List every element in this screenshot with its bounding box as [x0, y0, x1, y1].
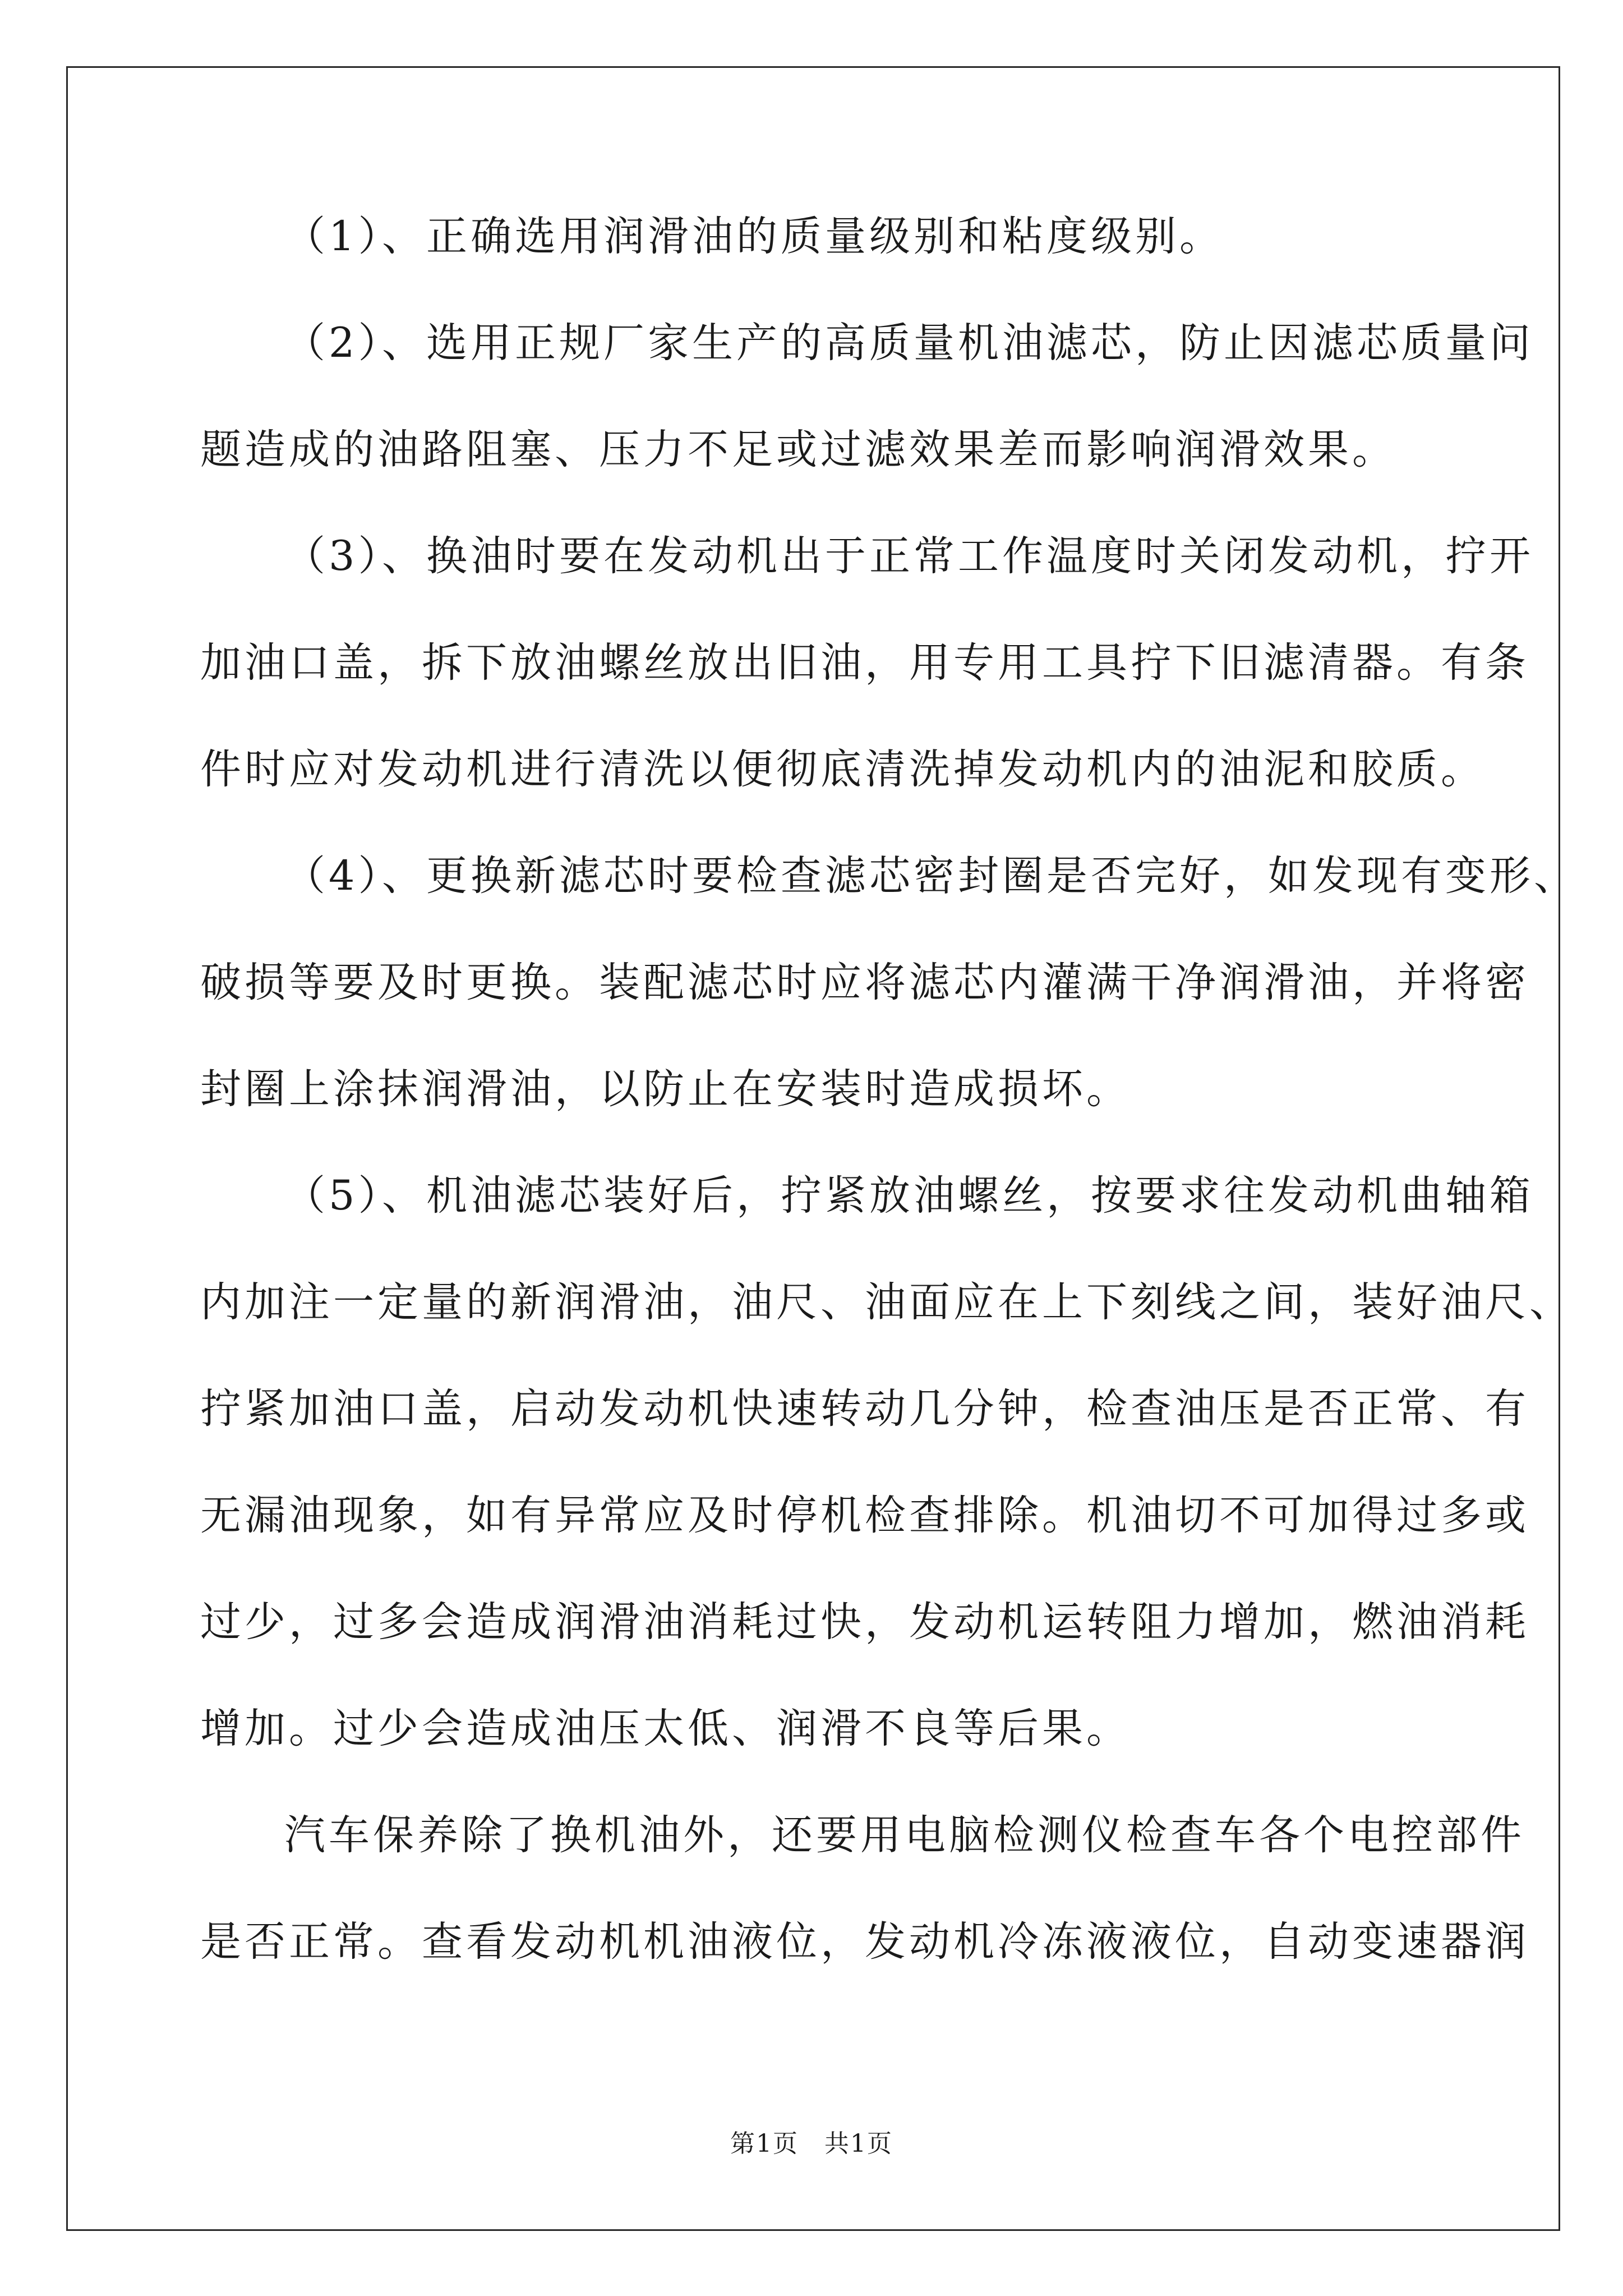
paragraph-6-line-2: 是否正常。查看发动机机油液位，发动机冷冻液液位，自动变速器润	[200, 1918, 1529, 1966]
paragraph-3-line-3: 件时应对发动机进行清洗以便彻底清洗掉发动机内的油泥和胶质。	[200, 746, 1485, 793]
paragraph-5-line-5: 过少，过多会造成润滑油消耗过快，发动机运转阻力增加，燃油消耗	[200, 1598, 1529, 1646]
paragraph-4-line-3: 封圈上涂抹润滑油，以防止在安装时造成损坏。	[200, 1065, 1131, 1113]
paragraph-5-line-3: 拧紧加油口盖，启动发动机快速转动几分钟，检查油压是否正常、有	[200, 1385, 1529, 1433]
paragraph-3-line-2: 加油口盖，拆下放油螺丝放出旧油，用专用工具拧下旧滤清器。有条	[200, 639, 1529, 687]
paragraph-4-line-2: 破损等要及时更换。装配滤芯时应将滤芯内灌满干净润滑油，并将密	[200, 959, 1529, 1006]
paragraph-2-line-1: （2）、选用正规厂家生产的高质量机油滤芯，防止因滤芯质量问	[284, 319, 1534, 367]
paragraph-5-line-6: 增加。过少会造成油压太低、润滑不良等后果。	[200, 1705, 1131, 1752]
paragraph-5-line-1: （5）、机油滤芯装好后，拧紧放油螺丝，按要求往发动机曲轴箱	[284, 1172, 1534, 1220]
paragraph-3-line-1: （3）、换油时要在发动机出于正常工作温度时关闭发动机，拧开	[284, 532, 1534, 580]
paragraph-4-line-1: （4）、更换新滤芯时要检查滤芯密封圈是否完好，如发现有变形、	[284, 852, 1578, 900]
paragraph-6-line-1: 汽车保养除了换机油外，还要用电脑检测仪检查车各个电控部件	[284, 1811, 1525, 1859]
paragraph-2-line-2: 题造成的油路阻塞、压力不足或过滤效果差而影响润滑效果。	[200, 426, 1396, 473]
paragraph-5-line-2: 内加注一定量的新润滑油，油尺、油面应在上下刻线之间，装好油尺、	[200, 1278, 1574, 1326]
page-border	[66, 66, 1560, 2231]
paragraph-5-line-4: 无漏油现象，如有异常应及时停机检查排除。机油切不可加得过多或	[200, 1492, 1529, 1539]
page-number-footer: 第1页 共1页	[730, 2129, 893, 2158]
paragraph-1-line-1: （1）、正确选用润滑油的质量级别和粘度级别。	[284, 213, 1224, 260]
